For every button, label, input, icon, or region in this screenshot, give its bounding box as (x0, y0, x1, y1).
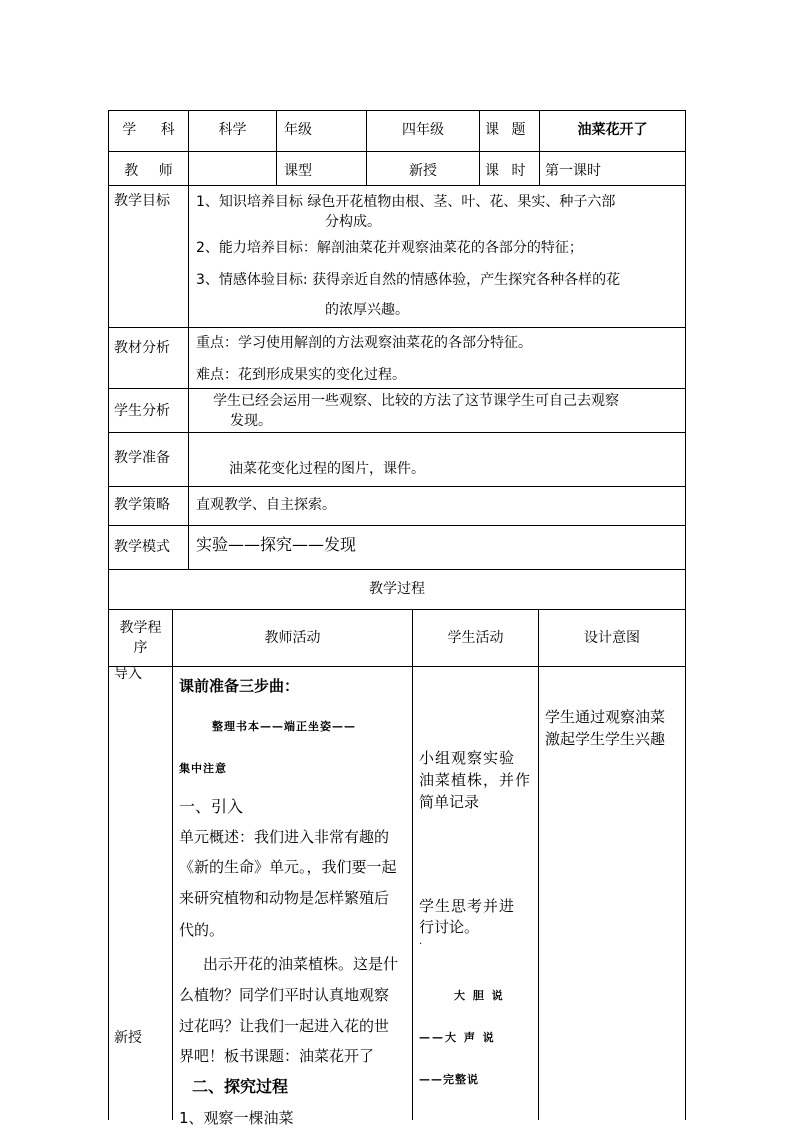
rule (108, 609, 686, 610)
material-key: 重点：学习使用解剖的方法观察油菜花的各部分特征。 (196, 335, 532, 351)
section-explore-heading: 二、探究过程 (192, 1077, 289, 1096)
lesson-plan-table (108, 110, 686, 1127)
rule (108, 666, 686, 667)
topic-label: 课 题 (485, 122, 530, 138)
goals-line: 2、能力培养目标：解剖油菜花并观察油菜花的各部分的特征； (196, 240, 583, 256)
goals-line: 3、情感体验目标: 获得亲近自然的情感体验，产生探究各种各样的花 (196, 272, 621, 288)
rule (412, 609, 413, 1120)
teacher-text-line: 《新的生命》单元。，我们要一起 (179, 858, 397, 876)
teacher-text-line: 出示开花的油菜植株。这是什 (203, 955, 399, 973)
mode-label: 教学模式 (114, 539, 170, 555)
rule (108, 432, 686, 433)
prep-steps-title: 课前准备三步曲： (179, 677, 300, 695)
col-stage-header: 教学程 (119, 620, 162, 636)
mode-value: 实验——探究——发现 (196, 535, 357, 554)
topic-value: 油菜花开了 (577, 122, 648, 138)
rule (108, 151, 686, 152)
student-line: 学生已经会运用一些观察、比较的方法了这节课学生可自己去观察 (213, 393, 619, 409)
stage-intro: 导入 (114, 666, 142, 682)
rule (685, 110, 686, 1120)
rule (108, 388, 686, 389)
rule (479, 110, 480, 185)
col-design-header: 设计意图 (584, 630, 640, 646)
student-activity-line: 油菜植株，并作 (419, 771, 532, 789)
student-activity-line: 大 胆 说 (454, 989, 505, 1002)
material-label: 教材分析 (114, 340, 170, 356)
student-activity-line: 行讨论。 (419, 918, 480, 936)
grade-value: 四年级 (402, 122, 444, 138)
student-activity-line: ——大 声 说 (419, 1031, 496, 1044)
col-teacher-header: 教师活动 (264, 630, 321, 646)
subject-value: 科学 (218, 122, 247, 138)
goals-line: 的浓厚兴趣。 (325, 302, 409, 318)
prep-label: 教学准备 (114, 450, 170, 466)
rule (108, 110, 109, 1120)
period-label: 课 时 (485, 163, 530, 179)
rule (108, 569, 686, 570)
goals-line: 1、知识培养目标 绿色开花植物由根、茎、叶、花、果实、种子六部 (196, 194, 616, 210)
teacher-label: 教 师 (124, 163, 181, 179)
rule (108, 327, 686, 328)
design-intent-line: 学生通过观察油菜 (545, 708, 666, 726)
col-student-header: 学生活动 (447, 630, 504, 646)
period-value: 第一课时 (545, 163, 601, 179)
rule (108, 110, 686, 111)
prep-value: 油菜花变化过程的图片，课件。 (229, 461, 425, 477)
strategy-value: 直观教学、自主探索。 (196, 497, 336, 513)
student-label: 学生分析 (114, 403, 170, 419)
rule (172, 609, 173, 1120)
subject-label: 学 科 (122, 122, 185, 138)
student-activity-line: 小组观察实验 (419, 749, 516, 767)
process-title: 教学过程 (369, 581, 425, 597)
teacher-text-line: 么植物？同学们平时认真地观察 (179, 986, 390, 1004)
student-activity-line: ——完整说 (419, 1073, 479, 1086)
teacher-text-line: 过花吗？让我们一起进入花的世 (179, 1017, 390, 1035)
teacher-text-line: 单元概述：我们进入非常有趣的 (179, 828, 390, 846)
type-value: 新授 (409, 163, 437, 179)
rule (276, 110, 277, 185)
teacher-text-line: 代的。 (179, 921, 225, 939)
rule (108, 525, 686, 526)
goals-line: 分构成。 (325, 214, 381, 230)
col-stage-header: 序 (133, 640, 148, 656)
teacher-text-line: 界吧！板书课题：油菜花开了 (179, 1047, 375, 1065)
student-activity-line: 学生思考并进 (419, 897, 516, 915)
goals-label: 教学目标 (114, 193, 170, 209)
design-intent-line: 激起学生学生兴趣 (545, 730, 666, 748)
student-line: 发现。 (230, 413, 272, 429)
type-label: 课型 (284, 163, 312, 179)
rule (108, 486, 686, 487)
student-activity-line: 简单记录 (419, 793, 480, 811)
grade-label: 年级 (284, 122, 312, 138)
stage-new: 新授 (114, 1030, 142, 1046)
rule (188, 185, 189, 569)
rule (108, 185, 686, 186)
material-difficult: 难点：花到形成果实的变化过程。 (196, 367, 406, 383)
section-intro-heading: 一、引入 (179, 797, 244, 816)
prep-steps-line: 集中注意 (179, 762, 227, 775)
strategy-label: 教学策略 (114, 497, 170, 513)
teacher-text-line: 1、观察一棵油菜 (179, 1109, 294, 1127)
prep-steps-line: 整理书本——端正坐姿—— (212, 720, 356, 733)
rule (538, 609, 539, 1120)
teacher-text-line: 来研究植物和动物是怎样繁殖后 (179, 889, 390, 907)
student-activity-dot: · (419, 939, 423, 950)
